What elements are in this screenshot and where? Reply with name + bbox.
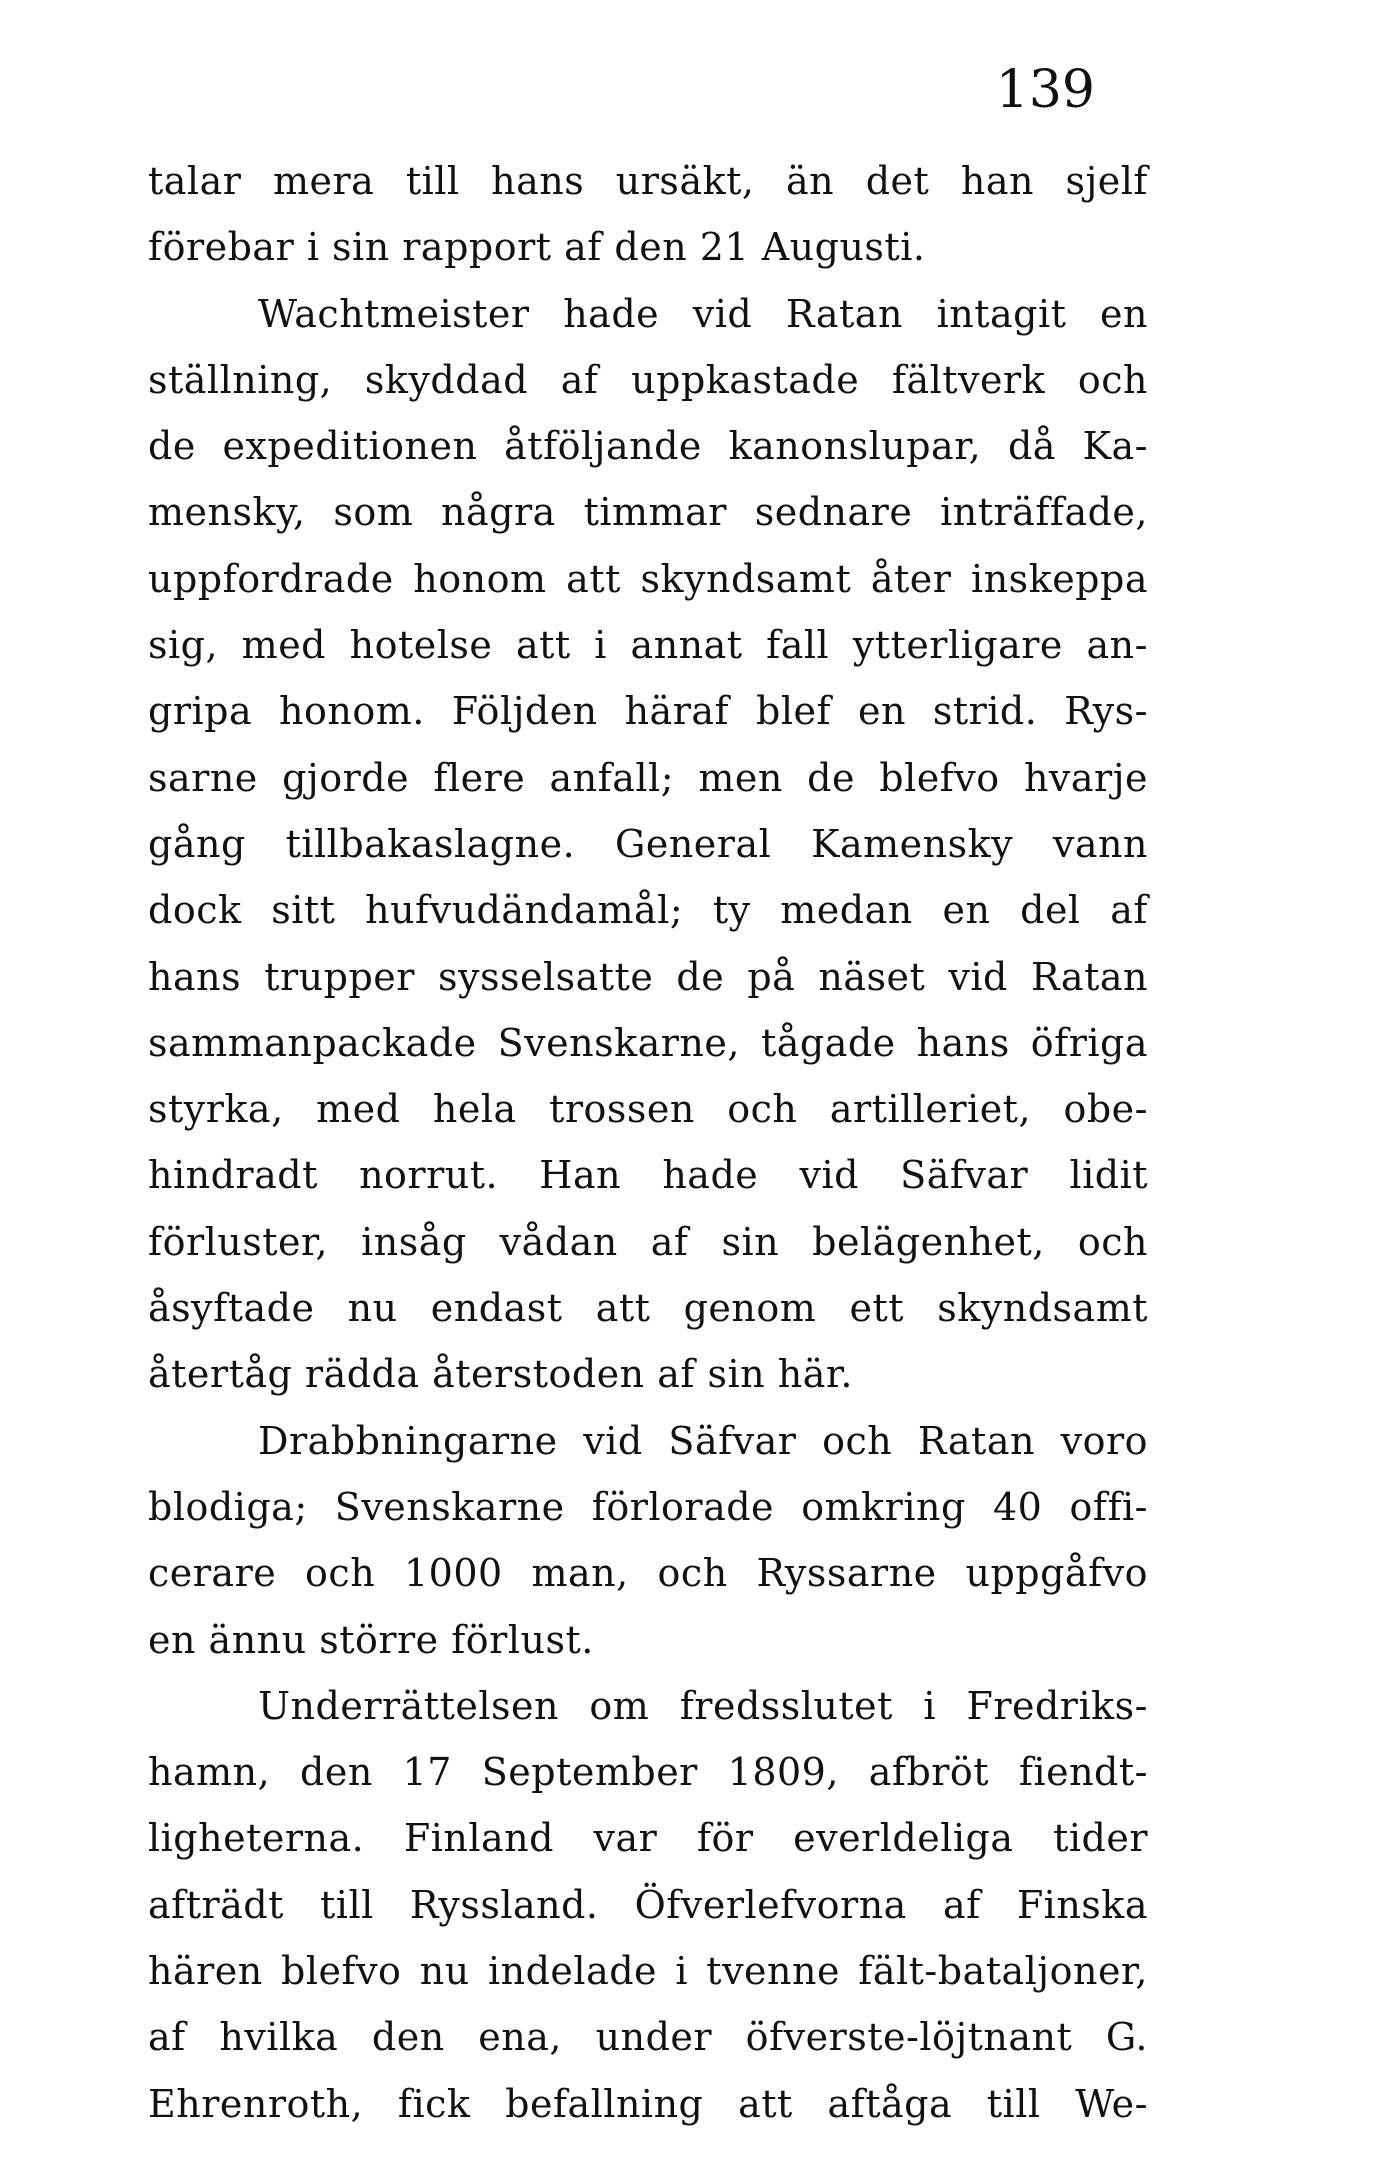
text-line: åsyftade nu endast att genom ett skyndsamt bbox=[148, 1286, 1148, 1331]
body-text bbox=[148, 148, 1148, 2137]
text-line: gång tillbakaslagne. General Kamensky vann bbox=[148, 821, 1148, 866]
page-number: 139 bbox=[995, 60, 1095, 120]
text-line: cerare och 1000 man, och Ryssarne uppgåfvo bbox=[148, 1551, 1148, 1596]
text-line: dock sitt hufvudändamål; ty medan en del af bbox=[148, 888, 1148, 933]
text-line: ställning, skyddad af uppkastade fältverk och bbox=[148, 357, 1148, 402]
text-line: Wachtmeister hade vid Ratan intagit en bbox=[258, 291, 1148, 336]
text-line: förebar i sin rapport af den 21 Augusti. bbox=[148, 225, 926, 270]
text-line: Drabbningarne vid Säfvar och Ratan voro bbox=[258, 1418, 1148, 1463]
text-line: hindradt norrut. Han hade vid Säfvar lidit bbox=[148, 1153, 1148, 1198]
text-line: förluster, insåg vådan af sin belägenhet, och bbox=[148, 1219, 1148, 1264]
text-line: mensky, som några timmar sednare inträffade, bbox=[148, 490, 1148, 535]
text-line: hamn, den 17 September 1809, afbröt fiendt- bbox=[148, 1750, 1148, 1795]
text-line: Ehrenroth, fick befallning att aftåga till We- bbox=[148, 2081, 1148, 2126]
text-line: återtåg rädda återstoden af sin här. bbox=[148, 1352, 853, 1397]
text-line: afträdt till Ryssland. Öfverlefvorna af Finska bbox=[148, 1882, 1148, 1927]
text-line: styrka, med hela trossen och artilleriet, obe- bbox=[148, 1087, 1148, 1132]
text-line: uppfordrade honom att skyndsamt åter inskeppa bbox=[148, 556, 1148, 601]
text-line: en ännu större förlust. bbox=[148, 1617, 594, 1662]
text-line: hären blefvo nu indelade i tvenne fält-bataljoner, bbox=[148, 1949, 1148, 1994]
text-line: af hvilka den ena, under öfverste-löjtnant G. bbox=[148, 2015, 1148, 2060]
text-line: de expeditionen åtföljande kanonslupar, då Ka- bbox=[148, 424, 1148, 469]
text-line: talar mera till hans ursäkt, än det han sjelf bbox=[148, 159, 1148, 203]
text-line: gripa honom. Följden häraf blef en strid. Rys- bbox=[148, 689, 1148, 734]
text-line: sig, med hotelse att i annat fall ytterligare an- bbox=[148, 623, 1148, 668]
text-line: blodiga; Svenskarne förlorade omkring 40 offi- bbox=[148, 1484, 1148, 1529]
text-line: hans trupper sysselsatte de på näset vid Ratan bbox=[148, 954, 1148, 999]
text-line: Underrättelsen om fredsslutet i Fredriks- bbox=[258, 1683, 1148, 1728]
text-line: sarne gjorde flere anfall; men de blefvo hvarje bbox=[148, 755, 1148, 800]
text-line: sammanpackade Svenskarne, tågade hans öfriga bbox=[148, 1020, 1148, 1065]
text-line: ligheterna. Finland var för everldeliga tider bbox=[148, 1816, 1148, 1861]
